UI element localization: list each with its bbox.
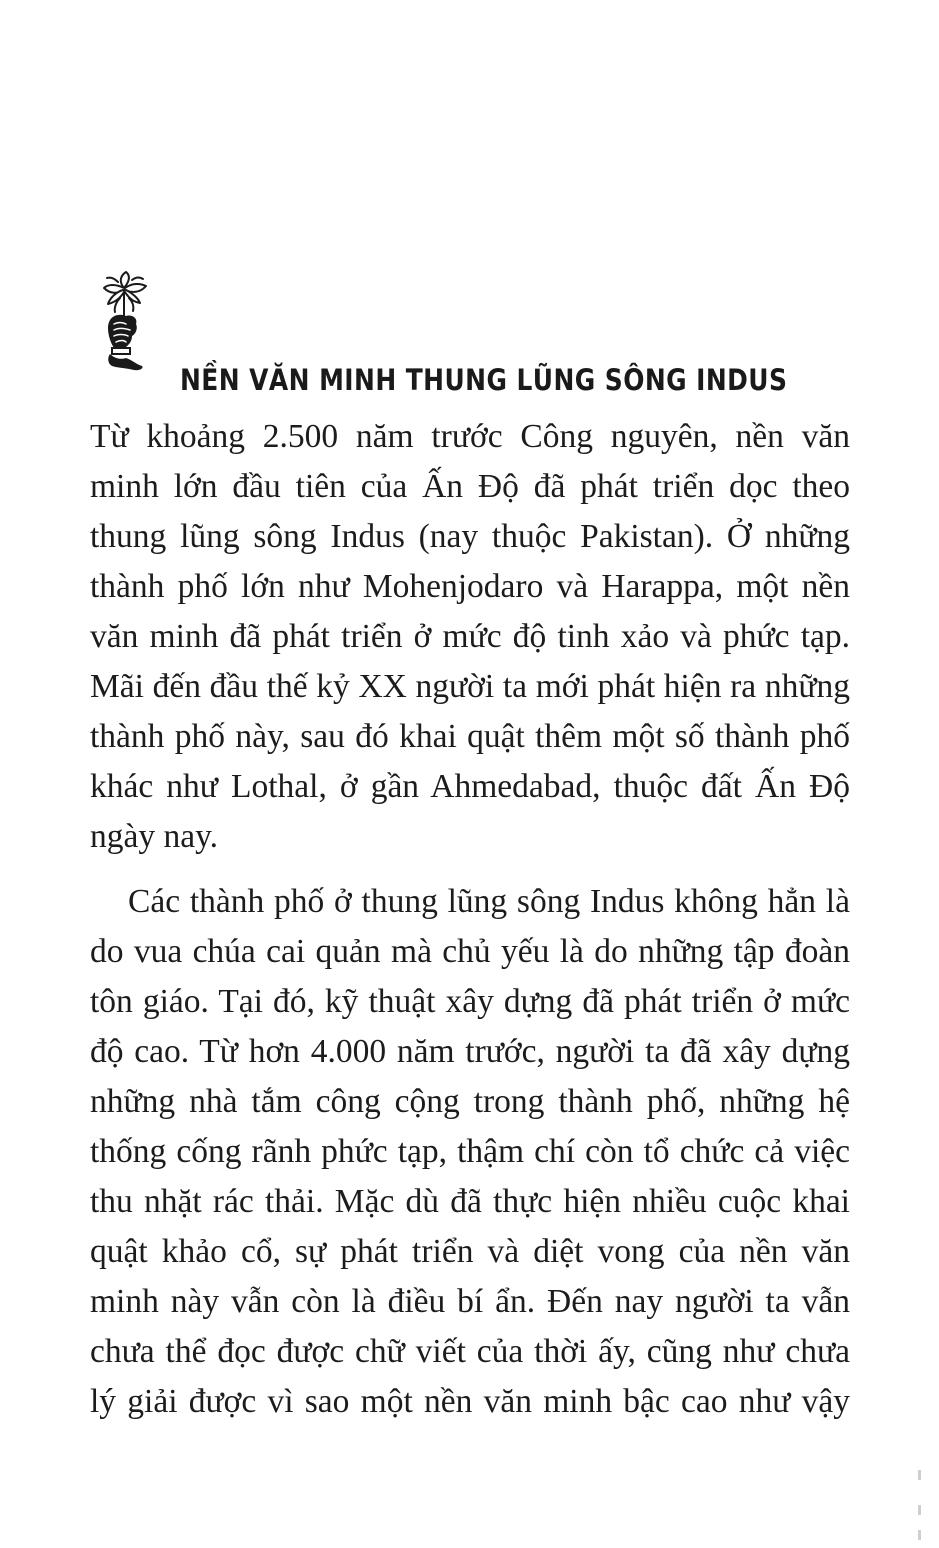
text-line: thành phố lớn như Mohenjodaro và Harappa, một nền [90, 568, 850, 605]
text-line: những nhà tắm công cộng trong thành phố, những hệ [90, 1083, 850, 1120]
text-line: ngày nay. [90, 818, 219, 855]
text-line: lý giải được vì sao một nền văn minh bậc cao như vậy [90, 1383, 850, 1420]
text-line: minh lớn đầu tiên của Ấn Độ đã phát triển dọc theo [90, 468, 850, 505]
text-line: thu nhặt rác thải. Mặc dù đã thực hiện nhiều cuộc khai [90, 1183, 850, 1220]
text-line: khác như Lothal, ở gần Ahmedabad, thuộc đất Ấn Độ [90, 768, 850, 805]
text-line: Mãi đến đầu thế kỷ XX người ta mới phát hiện ra những [90, 668, 850, 705]
lotus-hand-icon [96, 268, 152, 372]
text-line: minh này vẫn còn là điều bí ẩn. Đến nay người ta vẫn [90, 1283, 850, 1320]
text-line: thống cống rãnh phức tạp, thậm chí còn tổ chức cả việc [90, 1133, 850, 1170]
paragraph-1 [90, 412, 850, 862]
page-edge-mark [918, 1505, 921, 1515]
text-line: tôn giáo. Tại đó, kỹ thuật xây dựng đã phát triển ở mức [90, 983, 850, 1020]
text-line: Các thành phố ở thung lũng sông Indus không hẳn là [128, 883, 850, 920]
text-line: quật khảo cổ, sự phát triển và diệt vong của nền văn [90, 1233, 850, 1270]
text-line: thung lũng sông Indus (nay thuộc Pakistan). Ở những [90, 518, 850, 555]
text-line: Từ khoảng 2.500 năm trước Công nguyên, nền văn [90, 418, 850, 455]
text-line: thành phố này, sau đó khai quật thêm một số thành phố [90, 718, 850, 755]
paragraph-2 [90, 877, 850, 1427]
text-line: do vua chúa cai quản mà chủ yếu là do những tập đoàn [90, 933, 850, 970]
page-edge-mark [918, 1530, 921, 1540]
text-line: độ cao. Từ hơn 4.000 năm trước, người ta đã xây dựng [90, 1033, 850, 1070]
chapter-heading: NỀN VĂN MINH THUNG LŨNG SÔNG INDUS [180, 363, 788, 398]
text-line: văn minh đã phát triển ở mức độ tinh xảo và phức tạp. [90, 618, 850, 655]
page-edge-mark [918, 1470, 921, 1480]
text-line: chưa thể đọc được chữ viết của thời ấy, cũng như chưa [90, 1333, 850, 1370]
